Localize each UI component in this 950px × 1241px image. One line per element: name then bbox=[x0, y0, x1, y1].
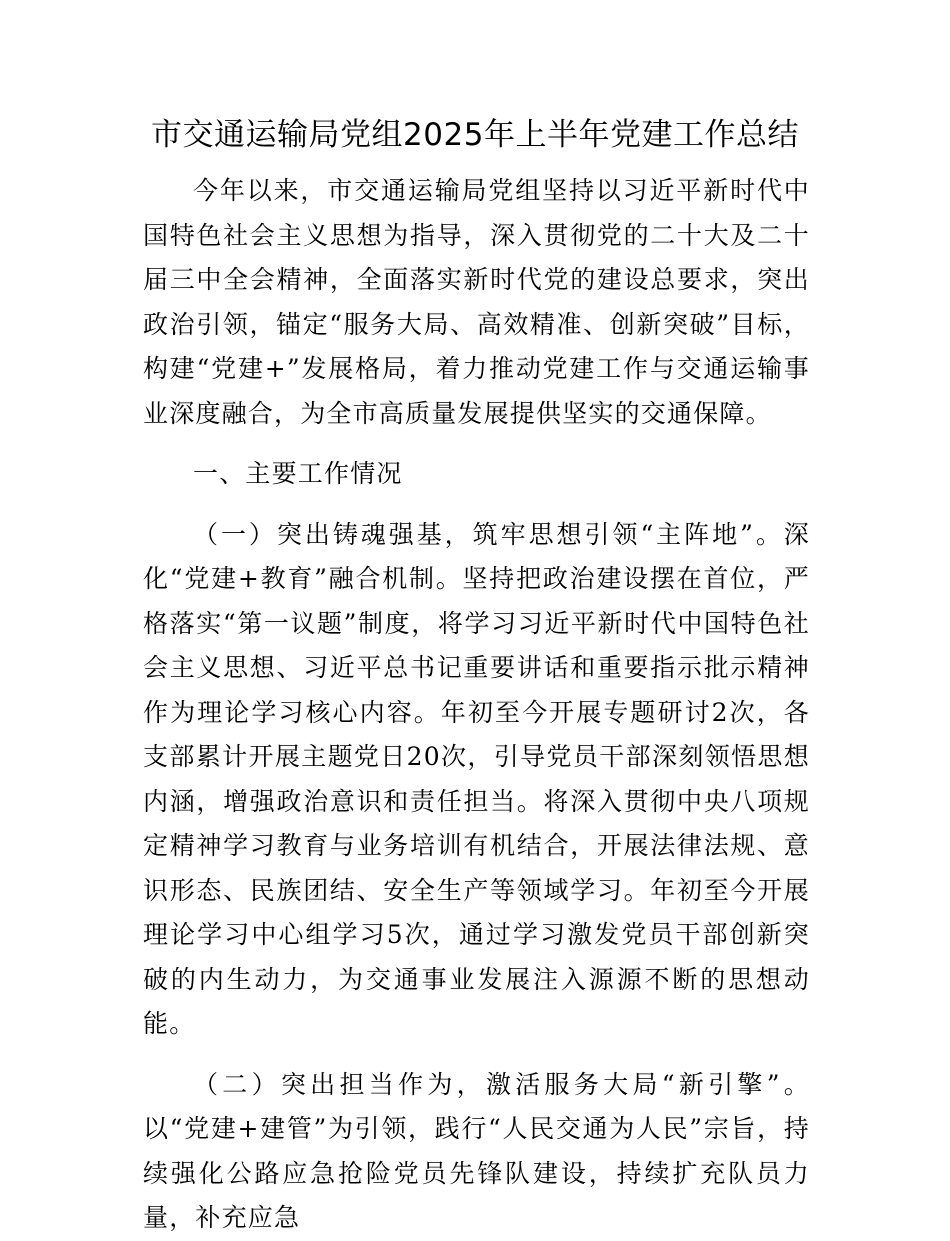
paragraph-intro: 今年以来，市交通运输局党组坚持以习近平新时代中国特色社会主义思想为指导，深入贯彻党的二十大及二十届三中全会精神，全面落实新时代党的建设总要求，突出政治引领，锚定“服务大局、高效精准、创新突破”目标，构建“党建+”发展格局，着力推动党建工作与交通运输事业深度融合，为全市高质量发展提供坚实的交通保障。 bbox=[143, 176, 810, 428]
document-title: 市交通运输局党组2025年上半年党建工作总结 bbox=[151, 117, 799, 153]
document-body bbox=[143, 169, 810, 1241]
paragraph-section-2: （二）突出担当作为，激活服务大局“新引擎”。以“党建+建管”为引领，践行“人民交通为人民”宗旨，持续强化公路应急抢险党员先锋队建设，持续扩充队员力量，补充应急 bbox=[143, 1069, 810, 1232]
paragraph-section-1: （一）突出铸魂强基，筑牢思想引领“主阵地”。深化“党建+教育”融合机制。坚持把政治建设摆在首位，严格落实“第一议题”制度，将学习习近平新时代中国特色社会主义思想、习近平总书记重要讲话和重要指示批示精神作为理论学习核心内容。年初至今开展专题研讨2次，各支部累计开展主题党日20次，引导党员干部深刻领悟思想内涵，增强政治意识和责任担当。将深入贯彻中央八项规定精神学习教育与业务培训有机结合，开展法律法规、意识形态、民族团结、安全生产等领域学习。年初至今开展理论学习中心组学习5次，通过学习激发党员干部创新突破的内生动力，为交通事业发展注入源源不断的思想动能。 bbox=[143, 519, 810, 1038]
section-heading: 一、主要工作情况 bbox=[193, 459, 403, 488]
